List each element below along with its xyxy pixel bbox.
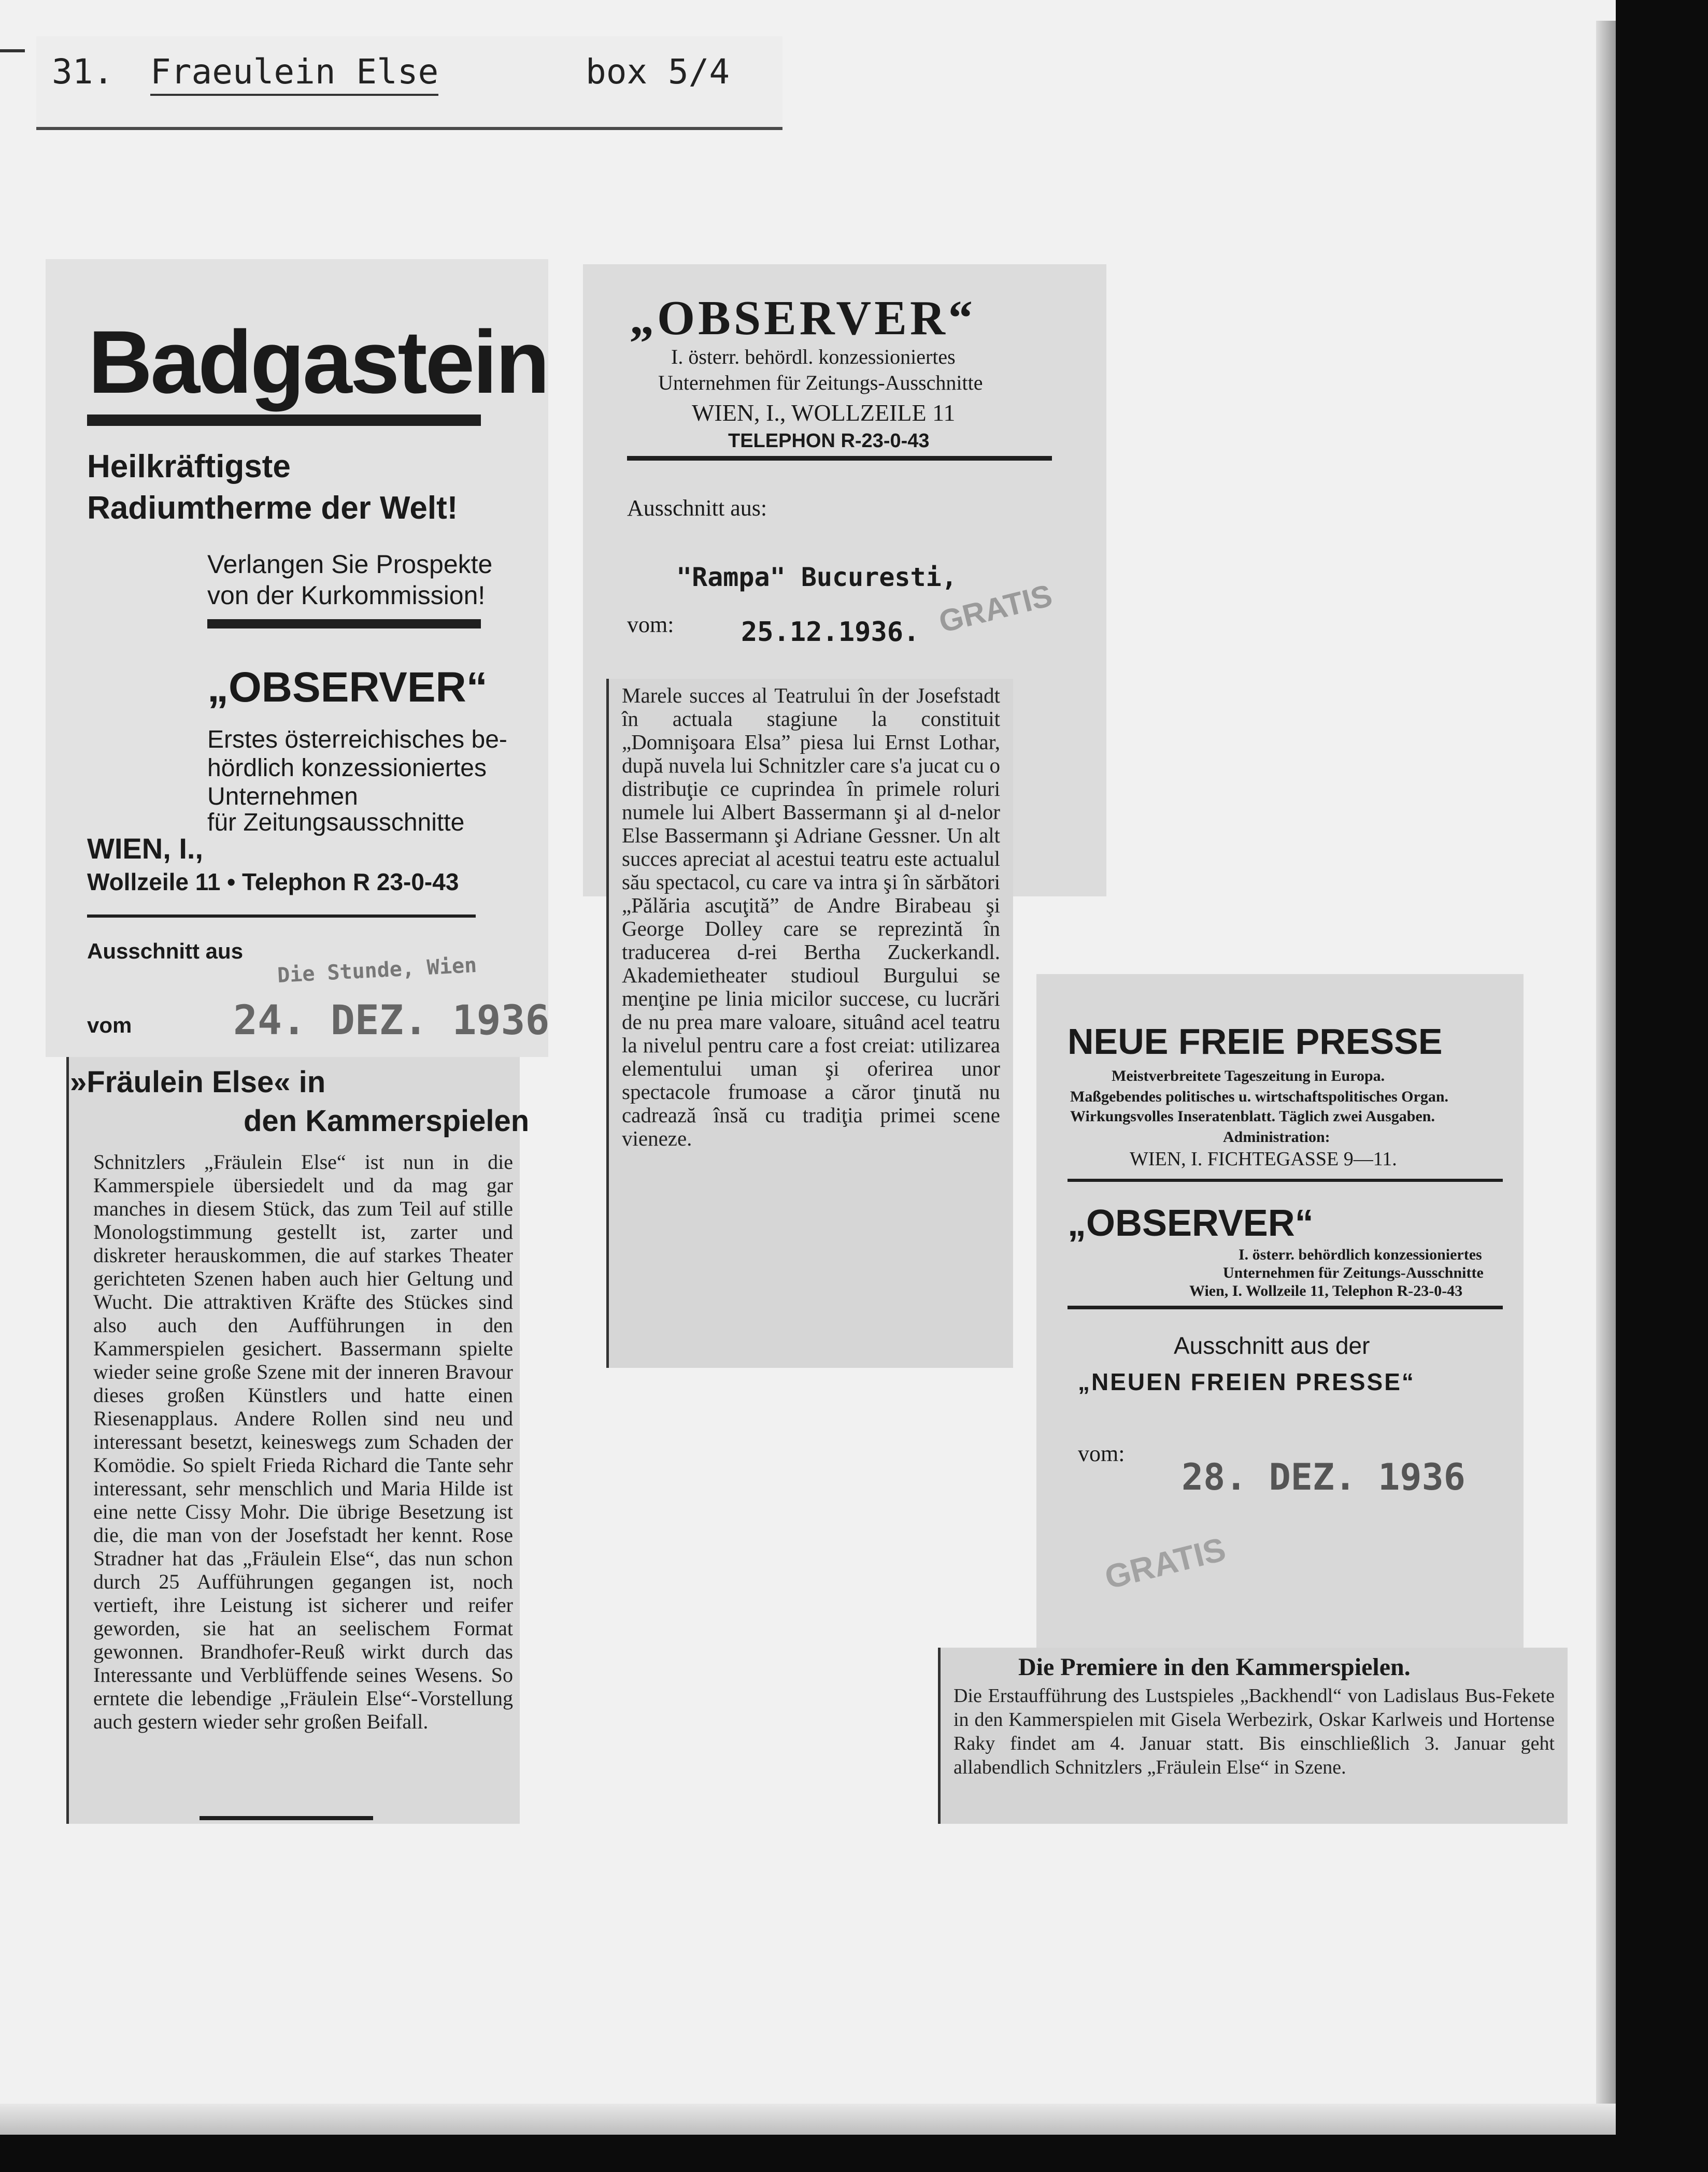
observer-line: Unternehmen	[207, 783, 358, 810]
ad-slogan-2: Radiumtherme der Welt!	[87, 490, 458, 526]
ausschnitt-label: Ausschnitt aus:	[627, 495, 767, 521]
source-name: „NEUEN FREIEN PRESSE“	[1078, 1368, 1415, 1395]
margin-mark	[0, 49, 25, 52]
observer-line: I. österr. behördlich konzessioniertes	[1239, 1246, 1482, 1263]
gratis-stamp: GRATIS	[1101, 1530, 1230, 1596]
ad-ask-1: Verlangen Sie Prospekte	[207, 550, 493, 579]
box-number: box 5/4	[586, 52, 730, 92]
observer-address: Wollzeile 11 • Telephon R 23-0-43	[87, 868, 459, 895]
ausschnitt-label: Ausschnitt aus der	[1174, 1332, 1370, 1359]
article-headline: Die Premiere in den Kammerspielen.	[1018, 1653, 1411, 1681]
observer-line: Wien, I. Wollzeile 11, Telephon R-23-0-43	[1189, 1282, 1463, 1299]
newspaper-line: Meistverbreitete Tageszeitung in Europa.	[1112, 1067, 1385, 1084]
observer-logo: „OBSERVER“	[630, 291, 976, 345]
observer-city: WIEN, I.,	[87, 832, 203, 865]
folder-title: Fraeulein Else	[150, 52, 438, 96]
observer-line: I. österr. behördl. konzessioniertes	[671, 345, 956, 368]
vom-label: vom:	[627, 612, 674, 637]
observer-address: WIEN, I., WOLLZEILE 11	[692, 399, 956, 426]
ad-slogan-1: Heilkräftigste	[87, 449, 291, 484]
ad-ask-2: von der Kurkommission!	[207, 581, 486, 610]
newspaper-line: Wirkungsvolles Inseratenblatt. Täglich zwei Ausgaben.	[1070, 1108, 1435, 1125]
divider	[207, 619, 481, 628]
observer-line: Unternehmen für Zeitungs-Ausschnitte	[658, 371, 983, 394]
folder-label	[36, 36, 782, 130]
divider	[1068, 1306, 1503, 1309]
vom-label: vom:	[1078, 1441, 1125, 1466]
source-name: "Rampa" Bucuresti,	[676, 562, 957, 592]
article-body: Marele succes al Teatrului în der Josefstadt în actuala stagiune la constituit „Domnişoara Elsa” piesa lui Ernst Lothar, după nuvela lui Schnitzler care s'a jucat cu o distribuţie ce cuprindea în primele roluri numele lui Albert Bassermann şi al d-nelor Else Bassermann şi Adriane Gessner. Un alt succes apreciat al acestui teatru este actualul său spectacol, cu care va intra şi în sărbători „Pălăria ascuţită” de Andre Birabeau şi George Dolley care se reprezintă în traducerea d-rei Bertha Zuckerkandl. Akademietheater studioul Burgului se menţine pe linia micilor succese, cu lucrări de nu prea mare valoare, situând acel teatru la nivelul pentru care a fost creiat: utilizarea elementului uman şi oferirea unor spectacole frumoase a căror ţinută nu cadrează însă cu tradiţia primei scene vieneze.	[622, 683, 1000, 1150]
divider	[627, 456, 1052, 461]
observer-line: Unternehmen für Zeitungs-Ausschnitte	[1223, 1264, 1484, 1281]
observer-line: hördlich konzessioniertes	[207, 754, 487, 782]
article-headline-1: »Fräulein Else« in	[70, 1065, 326, 1099]
newspaper-address: WIEN, I. FICHTEGASSE 9—11.	[1130, 1148, 1397, 1170]
divider	[1068, 1179, 1503, 1182]
article-end-rule	[200, 1816, 373, 1820]
date-stamp: 28. DEZ. 1936	[1182, 1456, 1465, 1498]
article-body: Die Erstaufführung des Lustspieles „Backhendl“ von Ladislaus Bus-Fekete in den Kammerspielen mit Gisela Werbezirk, Oskar Karlweis und Hortense Raky findet am 4. Januar statt. Bis einschließlich 3. Januar geht allabendlich Schnitzlers „Fräulein Else“ in Szene.	[953, 1685, 1555, 1778]
ausschnitt-label: Ausschnitt aus	[87, 939, 244, 963]
date: 25.12.1936.	[741, 617, 920, 648]
divider	[87, 415, 481, 426]
observer-logo: „OBSERVER“	[207, 664, 488, 711]
observer-phone: TELEPHON R-23-0-43	[728, 430, 930, 452]
observer-line: Erstes österreichisches be-	[207, 726, 507, 753]
folder-number: 31.	[52, 52, 114, 92]
article-headline-2: den Kammerspielen	[244, 1104, 530, 1138]
vom-label: vom	[87, 1013, 132, 1037]
divider	[87, 914, 476, 918]
source-stamp: Die Stunde, Wien	[277, 953, 478, 988]
newspaper-line: Maßgebendes politisches u. wirtschaftspolitisches Organ.	[1070, 1088, 1449, 1105]
date-stamp: 24. DEZ. 1936	[233, 997, 550, 1044]
observer-line: für Zeitungsausschnitte	[207, 809, 465, 836]
gratis-stamp: GRATIS	[935, 578, 1056, 639]
page-bottom-edge	[0, 2104, 1616, 2135]
ad-title: Badgastein	[88, 312, 548, 412]
article-body: Schnitzlers „Fräulein Else“ ist nun in die Kammerspiele übersiedelt und da mag gar manches in diesem Stück, das zum Teil auf stille Monologstimmung gestellt ist, zarter und diskreter herauskommen, die auf starkes Theater gerichteten Szenen haben auch hier Geltung und Wucht. Die attraktiven Kräfte des Stückes sind also auch den Aufführungen in den Kammerspielen gesichert. Bassermann spielte wieder seine große Szene mit der inneren Bravour dieses großen Künstlers und hatte einen Riesenapplaus. Andere Rollen sind neu und interessant besetzt, keineswegs zum Schaden der Komödie. So spielt Frieda Richard die Tante sehr interessant, sehr menschlich und Maria Hilde ist eine nette Cissy Mohr. Die übrige Besetzung ist die, die man von der Josefstadt her kennt. Rose Stradner hat das „Fräulein Else“, das nun schon durch 25 Aufführungen gegangen ist, noch vertieft, ihre Leistung ist sicherer und reifer geworden, sie hat an seelischem Format gewonnen. Brandhofer-Reuß wirkt durch das Interessante und Verblüffende seines Wesens. So erntete die lebendige „Fräulein Else“-Vorstellung auch gestern wieder sehr großen Beifall.	[93, 1150, 513, 1733]
newspaper-line: Administration:	[1223, 1128, 1330, 1146]
page-edge	[1596, 21, 1616, 2135]
newspaper-title: NEUE FREIE PRESSE	[1068, 1021, 1443, 1062]
observer-logo: „OBSERVER“	[1068, 1203, 1314, 1244]
